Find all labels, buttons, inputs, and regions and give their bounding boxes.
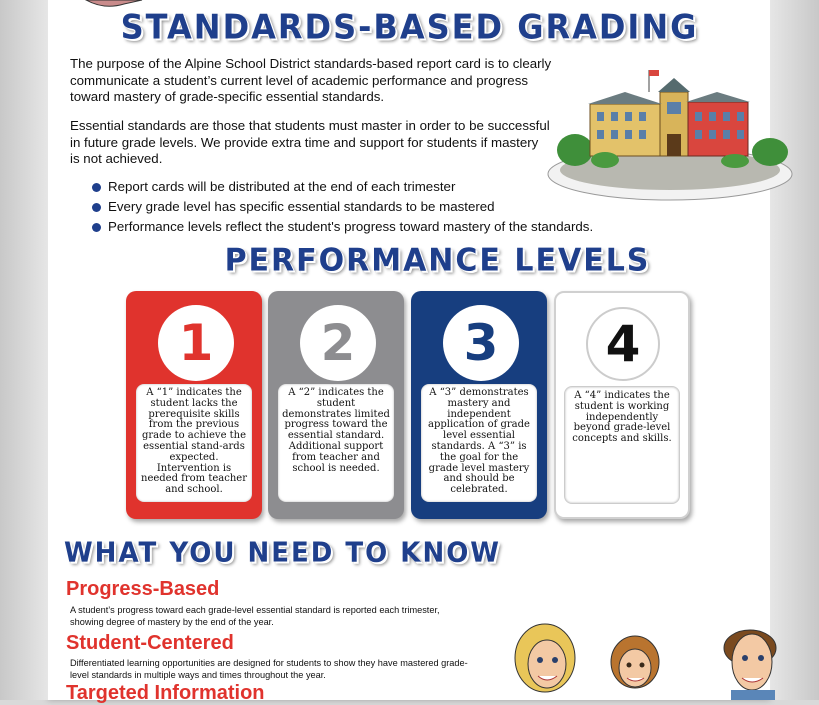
level-card-3 bbox=[411, 291, 547, 519]
woman-face-icon bbox=[515, 624, 575, 692]
level-number-1: 1 bbox=[158, 305, 234, 381]
level-number-2: 2 bbox=[300, 305, 376, 381]
section-heading-targeted-information: Targeted Information bbox=[66, 682, 265, 704]
page-title: STANDARDS-BASED GRADING bbox=[120, 7, 699, 47]
section-text-student-centered: Differentiated learning opportunities are designed for students to show they have mastered grade-level standards in multiple ways and times throughout the year. bbox=[70, 658, 468, 680]
section-text-progress-based: A student’s progress toward each grade-level essential standard is reported each trimester, showing degree of mastery by the end of the year. bbox=[70, 605, 440, 627]
level-card-1 bbox=[126, 291, 262, 519]
level-description-4: A “4” indicates the student is working independently beyond grade-level concepts and skills. bbox=[564, 386, 680, 504]
bullet-dot-icon bbox=[92, 223, 101, 232]
page-margin-left bbox=[0, 0, 48, 700]
level-card-2 bbox=[268, 291, 404, 519]
level-number-3: 3 bbox=[443, 305, 519, 381]
school-building-illustration bbox=[545, 62, 795, 202]
bullet-dot-icon bbox=[92, 183, 101, 192]
level-description-3: A “3” demonstrates mastery and independent application of grade level essential standards. A “3” is the goal for the grade level mastery and should be celebrated. bbox=[421, 384, 537, 502]
level-description-2: A “2” indicates the student demonstrates limited progress toward the essential standard. Additional support from teacher and school is needed. bbox=[278, 384, 394, 502]
man-face-icon bbox=[724, 630, 776, 700]
level-description-1: A “1” indicates the student lacks the prerequisite skills from the previous grade to achieve the essential stand-ards expected. Intervention is needed from teacher and school. bbox=[136, 384, 252, 502]
bullet-dot-icon bbox=[92, 203, 101, 212]
need-to-know-heading: WHAT YOU NEED TO KNOW bbox=[64, 537, 501, 569]
girl-face-icon bbox=[611, 636, 659, 688]
section-heading-student-centered: Student-Centered bbox=[66, 632, 234, 654]
list-item: Performance levels reflect the student's progress toward mastery of the standards. bbox=[92, 217, 593, 237]
list-item: Report cards will be distributed at the end of each trimester bbox=[92, 177, 593, 197]
list-item: Every grade level has specific essential standards to be mastered bbox=[92, 197, 593, 217]
level-card-4 bbox=[554, 291, 690, 519]
level-number-4: 4 bbox=[586, 307, 660, 381]
intro-bullet-list bbox=[92, 177, 593, 237]
performance-levels-heading: PERFORMANCE LEVELS bbox=[224, 242, 651, 279]
section-heading-progress-based: Progress-Based bbox=[66, 578, 220, 600]
intro-paragraph-2: Essential standards are those that students must master in order to be successful in future grade levels. We provide extra time and support for students if mastery is not achieved. bbox=[70, 118, 550, 166]
intro-paragraph-1: The purpose of the Alpine School District standards-based report card is to clearly communicate a student’s current level of academic performance and progress toward mastery of grade-specific essential standards. bbox=[70, 56, 552, 104]
cartoon-people-illustration bbox=[505, 618, 805, 700]
